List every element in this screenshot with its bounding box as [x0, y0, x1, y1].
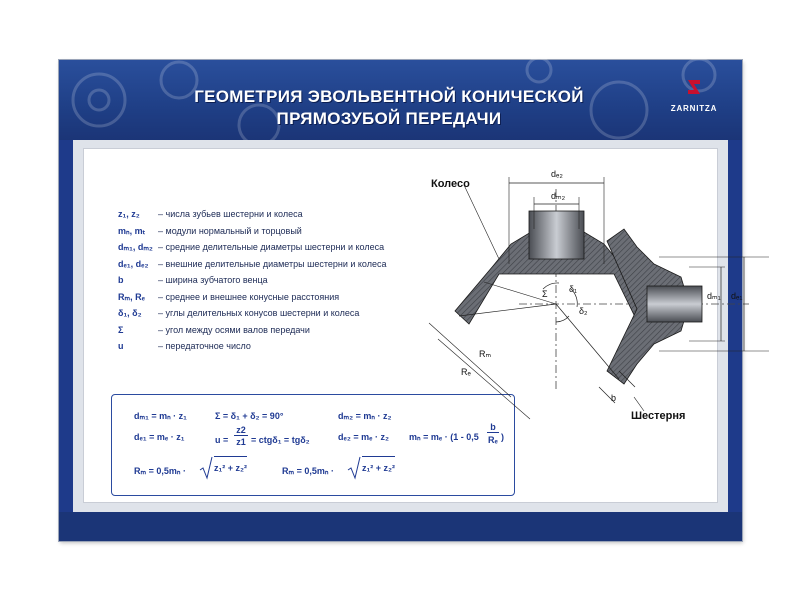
sqrt-icon — [347, 456, 362, 480]
legend-row: dₘ₁, dₘ₂ – средние делительные диаметры шестерни и колеса — [118, 242, 385, 252]
legend-row: z₁, z₂ – числа зубьев шестерни и колеса — [118, 209, 303, 219]
bevel-gear-diagram — [389, 149, 743, 499]
title-line-1: ГЕОМЕТРИЯ ЭВОЛЬВЕНТНОЙ КОНИЧЕСКОЙ — [194, 87, 584, 106]
formula-rm1-lhs: Rₘ = 0,5mₙ · — [134, 466, 186, 476]
formula-dm2: dₘ₂ = mₙ · z₂ — [338, 411, 392, 421]
formula-u-numerator: z2 — [234, 425, 248, 436]
formula-mn-close: ) — [501, 432, 504, 442]
re-label: Rₑ — [461, 367, 471, 377]
formula-mn-lhs: mₙ = mₑ · (1 - 0,5 — [409, 432, 479, 442]
page-title — [139, 86, 639, 130]
formula-rm2-radicand: z₁² + z₂² — [362, 456, 395, 473]
de1-label: dₑ₁ — [731, 291, 743, 301]
formula-sigma: Σ = δ₁ + δ₂ = 90° — [215, 411, 284, 421]
poster-header — [59, 60, 742, 140]
legend-row: dₑ₁, dₑ₂ – внешние делительные диаметры шестерни и колеса — [118, 258, 387, 269]
poster — [59, 60, 742, 541]
formula-u-rhs: = ctgδ₁ = tgδ₂ — [251, 435, 310, 445]
legend-row: mₙ, mₜ – модули нормальный и торцовый — [118, 225, 302, 236]
formula-rm1-radicand: z₁² + z₂² — [214, 456, 247, 473]
title-line-2: ПРЯМОЗУБОЙ ПЕРЕДАЧИ — [276, 109, 502, 128]
formula-dm1: dₘ₁ = mₙ · z₁ — [134, 411, 187, 421]
formula-u-lhs: u = — [215, 435, 229, 445]
pinion-label: Шестерня — [631, 410, 686, 422]
formula-de1: dₑ₁ = mₑ · z₁ — [134, 432, 185, 442]
legend-row: u – передаточное число — [118, 341, 251, 351]
formula-u-denominator: z1 — [236, 437, 246, 447]
leader-line — [634, 397, 644, 411]
leader-line — [464, 185, 499, 259]
formula-mn-denominator: Rₑ — [488, 435, 498, 445]
brand-name: ZARNITZA — [670, 104, 718, 113]
content-area — [73, 140, 743, 512]
formula-rm2-lhs: Rₘ = 0,5mₙ · — [282, 466, 334, 476]
delta1-label: δ₁ — [569, 284, 578, 294]
legend-row: Σ – угол между осями валов передачи — [118, 324, 310, 335]
formula-mn-numerator: b — [487, 422, 499, 433]
de2-label: dₑ₂ — [551, 169, 563, 179]
pinion-shaft — [647, 286, 702, 322]
poster-footer — [59, 512, 742, 541]
delta2-label: δ₂ — [579, 306, 588, 316]
sqrt-icon — [199, 456, 214, 480]
wheel-hub — [529, 211, 584, 259]
sigma-label: Σ — [542, 289, 548, 299]
dm2-label: dₘ₂ — [551, 191, 566, 201]
formula-de2: dₑ₂ = mₑ · z₂ — [338, 432, 390, 442]
legend-row: b – ширина зубчатого венца — [118, 275, 268, 285]
legend-row: δ₁, δ₂ – углы делительных конусов шестерни и колеса — [118, 308, 360, 318]
wheel-label: Колесо — [431, 178, 470, 190]
rm-label: Rₘ — [479, 349, 492, 359]
b-label: b — [611, 393, 617, 403]
zarnitza-logo-icon — [685, 78, 703, 96]
legend-row: Rₘ, Rₑ – среднее и внешнее конусные расстояния — [118, 291, 340, 302]
rm-dimension-line — [429, 323, 511, 397]
dm1-label: dₘ₁ — [707, 291, 721, 301]
brand-logo — [659, 78, 729, 116]
symbol-legend — [118, 209, 418, 358]
info-panel — [83, 148, 743, 503]
